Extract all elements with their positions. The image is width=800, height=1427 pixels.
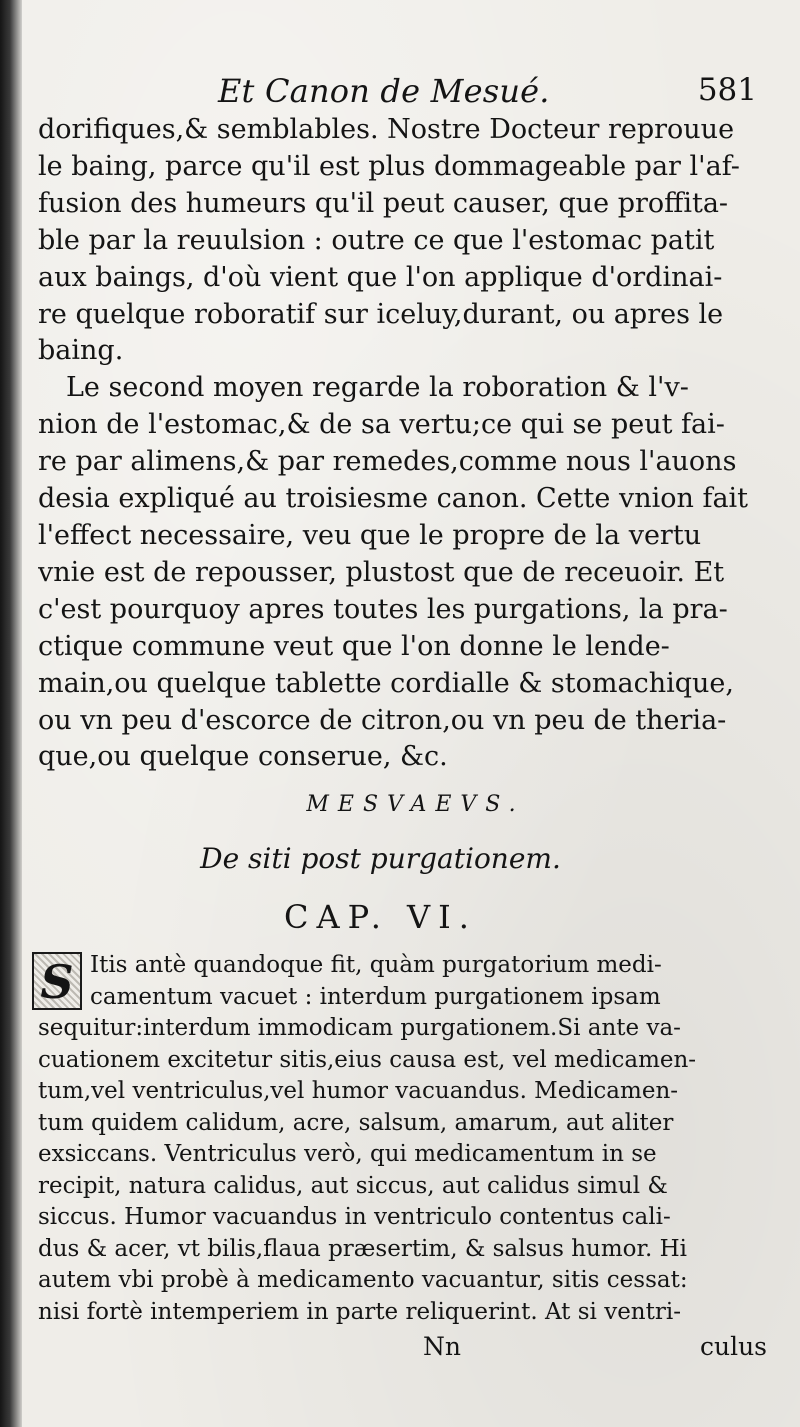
text-line: aux baings, d'où vient que l'on applique d'ordinai- bbox=[38, 261, 723, 293]
drop-cap-initial: S bbox=[32, 952, 82, 1010]
text-line: tum quidem calidum, acre, salsum, amarum, aut aliter bbox=[38, 1109, 674, 1136]
text-line: Itis antè quandoque fit, quàm purgatorium medi- bbox=[90, 952, 662, 979]
running-head bbox=[38, 72, 783, 112]
text-line: dorifiques,& semblables. Nostre Docteur reprouue bbox=[38, 114, 735, 145]
text-line: baing. bbox=[38, 335, 124, 367]
section-title: De siti post purgationem. bbox=[200, 842, 561, 876]
text-line: siccus. Humor vacuandus in ventriculo contentus cali- bbox=[38, 1204, 671, 1231]
page-number: 581 bbox=[697, 72, 757, 108]
text-line: c'est pourquoy apres toutes les purgations, la pra- bbox=[38, 593, 728, 625]
text-line: vnie est de repousser, plustost que de receuoir. Et bbox=[38, 556, 725, 588]
text-line: nion de l'estomac,& de sa vertu;ce qui se peut fai- bbox=[38, 409, 725, 441]
text-block bbox=[38, 72, 783, 1372]
french-paragraph-2 bbox=[38, 370, 783, 776]
text-line: fusion des humeurs qu'il peut causer, que proffita- bbox=[38, 187, 729, 219]
text-line: tum,vel ventriculus,vel humor vacuandus. Medicamen- bbox=[38, 1078, 679, 1105]
text-line: autem vbi probè à medicamento vacuantur, sitis cessat: bbox=[38, 1267, 688, 1294]
signature-mark: Nn bbox=[423, 1332, 461, 1362]
text-line: Le second moyen regarde la roboration & l'v- bbox=[66, 372, 689, 404]
french-paragraph-1 bbox=[38, 112, 783, 370]
text-line: re par alimens,& par remedes,comme nous l'auons bbox=[38, 446, 737, 478]
binding-gutter bbox=[0, 0, 22, 1427]
latin-paragraph bbox=[38, 950, 783, 1328]
text-line: ctique commune veut que l'on donne le lende- bbox=[38, 630, 670, 662]
running-title: Et Canon de Mesué. bbox=[218, 72, 550, 110]
text-line: que,ou quelque conserue, &c. bbox=[38, 741, 448, 773]
text-line: ble par la reuulsion : outre ce que l'estomac patit bbox=[38, 224, 715, 256]
text-line: nisi fortè intemperiem in parte reliquerint. At si ventri- bbox=[38, 1298, 681, 1325]
text-line: ou vn peu d'escorce de citron,ou vn peu de theria- bbox=[38, 704, 727, 736]
text-line: l'effect necessaire, veu que le propre de la vertu bbox=[38, 519, 702, 551]
text-line: re quelque roboratif sur iceluy,durant, ou apres le bbox=[38, 298, 724, 330]
page-footer bbox=[38, 1332, 783, 1372]
catchword: culus bbox=[699, 1332, 767, 1362]
chapter-heading: CAP. VI. bbox=[284, 898, 477, 937]
text-line: cuationem excitetur sitis,eius causa est, vel medicamen- bbox=[38, 1046, 697, 1073]
text-line: le baing, parce qu'il est plus dommageable par l'af- bbox=[38, 150, 740, 182]
text-line: desia expliqué au troisiesme canon. Cette vnion fait bbox=[38, 483, 749, 515]
text-line: dus & acer, vt bilis,flaua præsertim, & salsus humor. Hi bbox=[38, 1235, 688, 1262]
text-line: sequitur:interdum immodicam purgationem.Si ante va- bbox=[38, 1015, 681, 1042]
text-line: camentum vacuet : interdum purgationem ipsam bbox=[90, 983, 661, 1010]
text-line: main,ou quelque tablette cordialle & stomachique, bbox=[38, 667, 734, 699]
text-line: recipit, natura calidus, aut siccus, aut calidus simul & bbox=[38, 1172, 668, 1199]
text-line: exsiccans. Ventriculus verò, qui medicamentum in se bbox=[38, 1141, 657, 1168]
author-heading: MESVAEVS. bbox=[306, 792, 525, 818]
